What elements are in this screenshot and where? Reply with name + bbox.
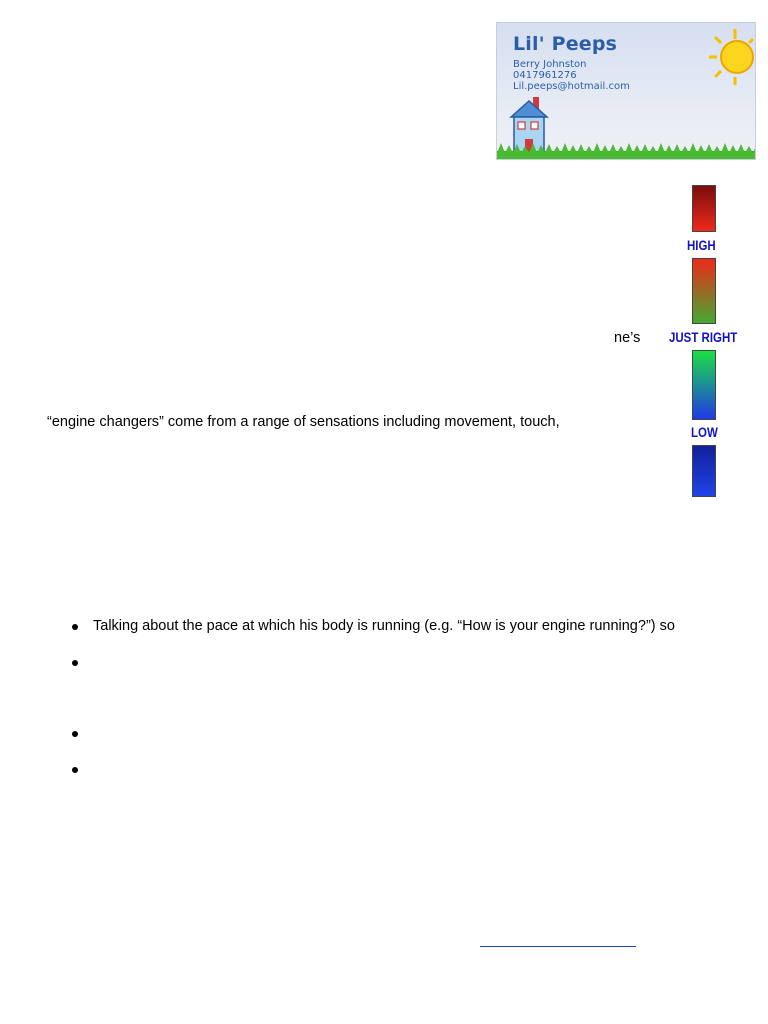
card-name: Berry Johnston [513,59,587,70]
scale-label-just-right: JUST RIGHT [669,329,738,345]
scale-bar-high-to-right [692,258,716,324]
bullet-dot [72,624,78,630]
scale-bar-high-top [692,185,716,232]
card-phone: 0417961276 [513,70,577,81]
bullet-dot [72,767,78,773]
list-item: Talking about the pace at which his body is running (e.g. “How is your engine running?”) so [93,618,675,634]
hyperlink-underline[interactable] [480,946,636,947]
scale-label-low: LOW [691,424,718,440]
scale-bar-low-bottom [692,445,716,497]
sun-icon [701,27,756,87]
bullet-dot [72,731,78,737]
engine-scale [660,182,750,502]
scale-label-high: HIGH [687,237,716,253]
bullet-dot [72,660,78,666]
scale-bar-right-to-low [692,350,716,420]
business-card [496,22,756,160]
text-fragment-engine-changers: “engine changers” come from a range of sensations including movement, touch, [47,414,560,430]
grass-icon [497,143,756,159]
card-email: Lil.peeps@hotmail.com [513,81,630,92]
card-title: Lil' Peeps [513,33,618,55]
text-fragment-nes: ne’s [614,330,641,346]
